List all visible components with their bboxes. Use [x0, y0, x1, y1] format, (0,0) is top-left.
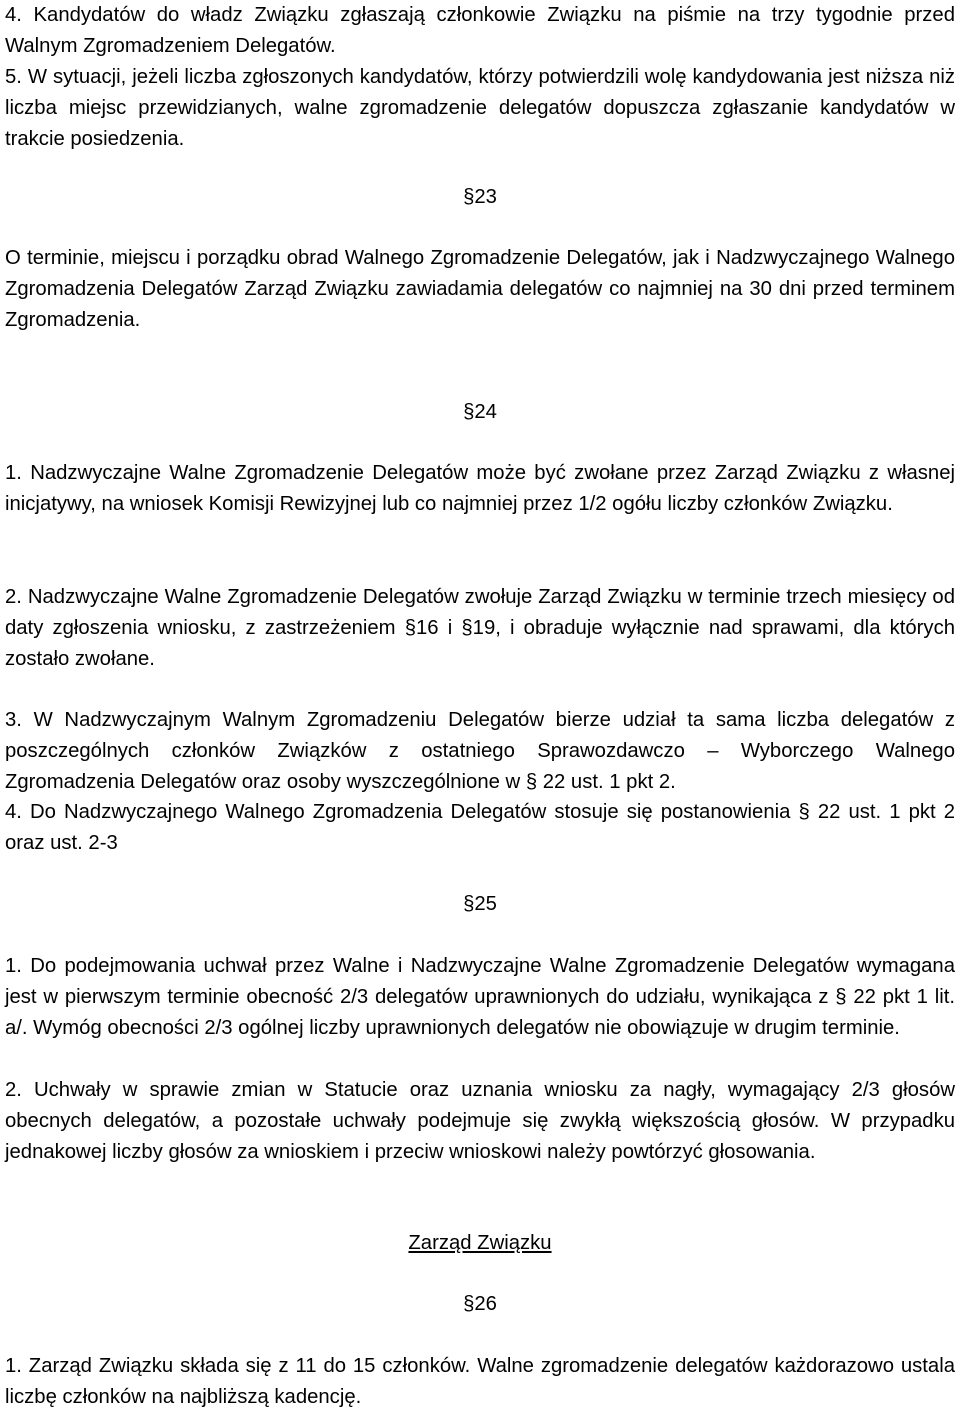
- paragraph-text: 5. W sytuacji, jeżeli liczba zgłoszonych kandydatów, którzy potwierdzili wolę kandydowania jest niższa niż liczba miejsc przewidzianych, walne zgromadzenie delegatów dopuszcza zgłaszanie kandydatów w trakcie posiedzenia.: [5, 66, 955, 150]
- section-heading-24: §24: [463, 401, 497, 423]
- paragraph-text: 3. W Nadzwyczajnym Walnym Zgromadzeniu Delegatów bierze udział ta sama liczba delegatów z poszczególnych członków Związków z ostatniego Sprawozdawczo – Wyborczego Walnego Zgromadzenia Delegatów oraz osoby wyszczególnione w § 22 ust. 1 pkt 2.: [5, 709, 955, 793]
- s24-para-3: [5, 705, 955, 797]
- paragraph-text: 4. Kandydatów do władz Związku zgłaszają członkowie Związku na piśmie na trzy tygodnie przed Walnym Zgromadzeniem Delegatów.: [5, 4, 955, 57]
- s25-para-2: [5, 1075, 955, 1167]
- section-heading-26: §26: [463, 1293, 497, 1315]
- s26-para-1: [5, 1351, 955, 1413]
- s24-para-4: [5, 797, 955, 859]
- section-heading-25: §25: [463, 893, 497, 915]
- s24-para-2: [5, 582, 955, 674]
- para-4-kandydaci: [5, 0, 955, 62]
- s23-para-1: [5, 243, 955, 335]
- paragraph-text: 2. Nadzwyczajne Walne Zgromadzenie Delegatów zwołuje Zarząd Związku w terminie trzech miesięcy od daty zgłoszenia wniosku, z zastrzeżeniem §16 i §19, i obraduje wyłącznie nad sprawami, dla których zostało zwołane.: [5, 586, 955, 670]
- chapter-title-zarzad: Zarząd Związku: [408, 1232, 552, 1254]
- paragraph-text: O terminie, miejscu i porządku obrad Walnego Zgromadzenie Delegatów, jak i Nadzwyczajnego Walnego Zgromadzenia Delegatów Zarząd Związku zawiadamia delegatów co najmniej na 30 dni przed terminem Zgromadzenia.: [5, 247, 955, 331]
- paragraph-text: 1. Nadzwyczajne Walne Zgromadzenie Delegatów może być zwołane przez Zarząd Związku z własnej inicjatywy, na wniosek Komisji Rewizyjnej lub co najmniej przez 1/2 ogółu liczby członków Związku.: [5, 462, 955, 515]
- paragraph-text: 1. Do podejmowania uchwał przez Walne i Nadzwyczajne Walne Zgromadzenie Delegatów wymagana jest w pierwszym terminie obecność 2/3 delegatów uprawnionych do udziału, wynikająca z § 22 pkt 1 lit. a/. Wymóg obecności 2/3 ogólnej liczby uprawnionych delegatów nie obowiązuje w drugim terminie.: [5, 955, 955, 1039]
- s24-para-1: [5, 458, 955, 520]
- para-5-sytuacja: [5, 62, 955, 154]
- paragraph-text: 2. Uchwały w sprawie zmian w Statucie oraz uznania wniosku za nagły, wymagający 2/3 głosów obecnych delegatów, a pozostałe uchwały podejmuje się zwykłą większością głosów. W przypadku jednakowej liczby głosów za wnioskiem i przeciw wnioskowi należy powtórzyć głosowania.: [5, 1079, 955, 1163]
- paragraph-text: 4. Do Nadzwyczajnego Walnego Zgromadzenia Delegatów stosuje się postanowienia § 22 ust. 1 pkt 2 oraz ust. 2-3: [5, 801, 955, 854]
- section-heading-23: §23: [463, 186, 497, 208]
- s25-para-1: [5, 951, 955, 1043]
- paragraph-text: 1. Zarząd Związku składa się z 11 do 15 członków. Walne zgromadzenie delegatów każdorazowo ustala liczbę członków na najbliższą kadencję.: [5, 1355, 955, 1408]
